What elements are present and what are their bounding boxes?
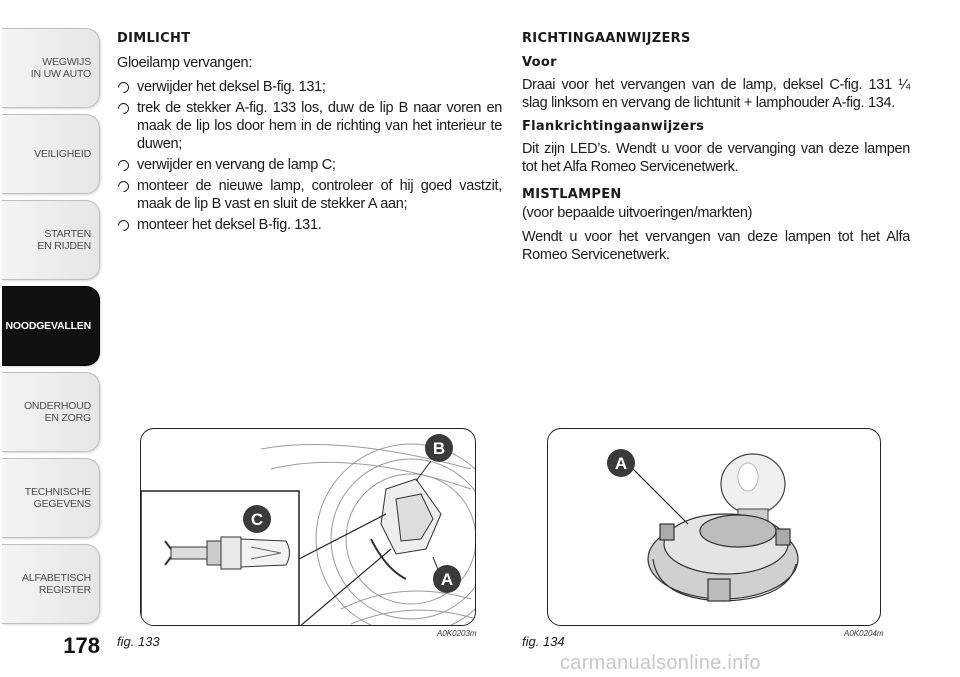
bullet-icon	[116, 80, 132, 96]
tab-onderhoud[interactable]	[2, 372, 100, 452]
tab-starten[interactable]	[2, 200, 100, 280]
tab-alfabetisch[interactable]	[2, 544, 100, 624]
bullet-icon	[116, 158, 132, 174]
bulb-glass-drawing	[721, 454, 785, 523]
lamp-holder-drawing	[648, 514, 798, 601]
step-text: monteer de nieuwe lamp, controleer of hij goed vastzit, maak de lip B vast en sluit de stekker A aan;	[137, 178, 502, 212]
subheading-flank: Flankrichtingaanwijzers	[522, 119, 705, 134]
section-heading-richtingaanwijzers: RICHTINGAANWIJZERS	[522, 31, 691, 46]
list-item	[117, 216, 502, 234]
list-item	[117, 99, 502, 153]
headlamp-illustration	[141, 429, 476, 626]
figure-134	[547, 428, 881, 626]
bullet-icon	[116, 218, 132, 234]
page-number: 178	[63, 633, 100, 658]
intro-text: Gloeilamp vervangen:	[117, 55, 253, 71]
bullet-icon	[116, 101, 132, 117]
indicator-lamp-illustration	[548, 429, 881, 626]
step-text: trek de stekker A-fig. 133 los, duw de lip B naar voren en maak de lip los door hem in de richting van het interieur te duwen;	[137, 100, 502, 152]
left-column	[117, 30, 502, 237]
callout-a-label: A	[614, 454, 628, 473]
step-list	[117, 78, 502, 234]
callout-a-label: A	[440, 570, 454, 589]
bullet-icon	[116, 179, 132, 195]
tab-technische[interactable]	[2, 458, 100, 538]
connector-drawing	[371, 479, 441, 579]
list-item	[117, 78, 502, 96]
step-text: monteer het deksel B-fig. 131.	[137, 217, 322, 233]
tab-label: ONDERHOUD EN ZORG	[23, 400, 91, 424]
list-item	[117, 177, 502, 213]
section-heading-dimlicht: DIMLICHT	[117, 31, 191, 46]
tab-label: STARTEN EN RIJDEN	[37, 228, 91, 252]
voor-text: Draai voor het vervangen van de lamp, deksel C-fig. 131 ¼ slag linksom en vervang de lichtunit + lamphouder A-fig. 134.	[522, 77, 910, 111]
flank-text: Dit zijn LED’s. Wendt u voor de vervanging van deze lampen tot het Alfa Romeo Servicenetwerk.	[522, 141, 910, 175]
watermark: carmanualsonline.info	[560, 652, 761, 674]
callout-c-label: C	[250, 510, 264, 529]
figure-133-caption: fig. 133	[117, 634, 160, 649]
mist-text: Wendt u voor het vervangen van deze lampen tot het Alfa Romeo Servicenetwerk.	[522, 229, 910, 263]
tab-veiligheid[interactable]	[2, 114, 100, 194]
tab-wegwijs[interactable]	[2, 28, 100, 108]
tab-label: WEGWIJS IN UW AUTO	[30, 56, 91, 80]
tab-label: ALFABETISCH REGISTER	[22, 572, 91, 596]
figure-133	[140, 428, 476, 626]
callout-c-icon	[243, 505, 271, 533]
figure-134-caption: fig. 134	[522, 634, 565, 649]
list-item	[117, 156, 502, 174]
tab-label: TECHNISCHE GEGEVENS	[24, 486, 91, 510]
callout-a-icon	[433, 565, 461, 593]
mist-note: (voor bepaalde uitvoeringen/markten)	[522, 205, 753, 221]
figure-133-code: A0K0203m	[437, 629, 477, 638]
callout-a-icon	[607, 449, 635, 477]
callout-b-icon	[425, 434, 453, 462]
tab-noodgevallen[interactable]	[2, 286, 100, 366]
step-text: verwijder en vervang de lamp C;	[137, 157, 336, 173]
tab-label: VEILIGHEID	[34, 148, 91, 160]
right-column	[522, 30, 910, 270]
callout-b-label: B	[432, 439, 446, 458]
figure-134-code: A0K0204m	[844, 629, 884, 638]
step-text: verwijder het deksel B-fig. 131;	[137, 79, 326, 95]
subheading-voor: Voor	[522, 55, 557, 70]
tab-label: NOODGEVALLEN	[5, 320, 91, 332]
section-heading-mistlampen: MISTLAMPEN	[522, 187, 622, 202]
